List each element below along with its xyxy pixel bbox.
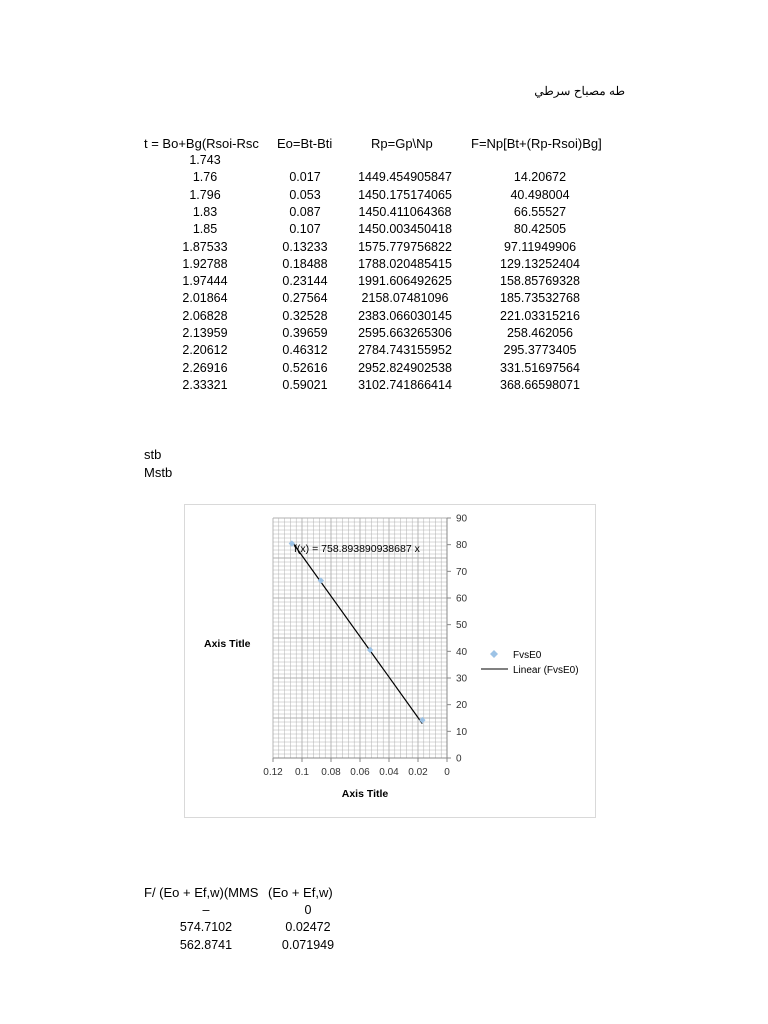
y-tick-label: 10	[456, 726, 468, 738]
cell-eo: 0.39659	[282, 326, 328, 340]
x-tick-label: 0.06	[350, 767, 370, 778]
cell-bt: 1.83	[192, 204, 218, 219]
cell-f: 368.66598071	[500, 377, 580, 392]
legend-marker	[490, 650, 498, 658]
cell-f: 331.51697564	[500, 360, 580, 375]
y-tick-label: 40	[456, 646, 468, 658]
cell-rp: 1450.003450418	[358, 222, 452, 237]
cell-f: 14.20672	[513, 170, 567, 185]
unit-mstb: Mstb	[144, 465, 173, 480]
header-f: F=Np[Bt+(Rp-Rsoi)Bg]	[471, 136, 602, 151]
cell-ratio: 562.8741	[179, 937, 233, 952]
cell-eo: 0.017	[289, 170, 321, 185]
cell-eo: 0.23144	[282, 274, 328, 289]
legend-trend-label: Linear (FvsE0)	[513, 665, 579, 676]
cell-f: 80.42505	[513, 222, 567, 237]
cell-f: 185.73532768	[500, 291, 580, 306]
cell-eo: 0.18488	[282, 256, 328, 271]
header-ratio: F/ (Eo + Ef,w)(MMS	[144, 885, 259, 900]
header-eo: Eo=Bt-Bti	[277, 136, 333, 151]
cell-eo: 0.46312	[282, 343, 328, 358]
header-eo-efw: (Eo + Ef,w)	[268, 885, 333, 900]
cell-rp: 1991.606492625	[358, 274, 452, 289]
x-tick-label: 0	[444, 767, 450, 778]
cell-eo-efw: 0.02472	[285, 920, 331, 935]
cell-rp: 2784.743155952	[358, 343, 452, 358]
chart-frame	[184, 504, 596, 818]
cell-bt: 1.85	[192, 222, 218, 237]
cell-f: 295.3773405	[503, 343, 577, 358]
cell-bt: 2.26916	[182, 360, 228, 375]
cell-rp: 1449.454905847	[358, 170, 452, 185]
legend-series-label: FvsE0	[513, 650, 542, 661]
scatter-chart	[185, 505, 597, 819]
y-tick-label: 20	[456, 700, 468, 712]
x-axis-title: Axis Title	[341, 788, 389, 800]
y-tick-label: 80	[456, 540, 468, 552]
cell-bt: 2.13959	[182, 326, 228, 340]
cell-bt: 1.796	[189, 187, 221, 202]
cell-f: 40.498004	[510, 187, 570, 202]
y-tick-label: 60	[456, 593, 468, 605]
cell-eo-efw: 0	[304, 903, 312, 917]
unit-stb: stb	[144, 447, 162, 462]
cell-eo: 0.32528	[282, 308, 328, 323]
cell-bt: 2.33321	[182, 377, 228, 392]
cell-eo: 0.13233	[282, 239, 328, 254]
cell-rp: 2595.663265306	[358, 326, 452, 340]
cell-bt: 1.87533	[182, 239, 228, 254]
cell-bt: 1.92788	[182, 256, 228, 271]
cell-bt: 2.06828	[182, 308, 228, 323]
trend-equation: f(x) = 758.893890938687 x	[294, 543, 420, 556]
x-tick-label: 0.12	[263, 767, 283, 778]
cell-f: 129.13252404	[500, 256, 580, 271]
cell-rp: 1450.411064368	[358, 204, 452, 219]
x-tick-label: 0.04	[379, 767, 399, 778]
cell-rp: 2158.07481096	[361, 291, 449, 306]
y-tick-label: 50	[456, 620, 468, 632]
cell-bt: 2.20612	[182, 343, 228, 358]
cell-f: 221.03315216	[500, 308, 580, 323]
cell-eo-efw: 0.071949	[281, 937, 335, 952]
y-tick-label: 90	[456, 513, 468, 525]
cell-bt: 1.97444	[182, 274, 228, 289]
cell-rp: 1788.020485415	[358, 256, 452, 271]
cell-f: 158.85769328	[500, 274, 580, 289]
cell-bt: 1.76	[192, 170, 218, 185]
x-tick-label: 0.1	[295, 767, 309, 778]
cell-eo: 0.52616	[282, 360, 328, 375]
cell-bt: 1.743	[189, 153, 221, 167]
cell-f: 97.11949906	[503, 239, 577, 254]
cell-f: 66.55527	[513, 204, 567, 219]
cell-ratio: 574.7102	[179, 920, 233, 935]
cell-rp: 2383.066030145	[358, 308, 452, 323]
cell-eo: 0.107	[289, 222, 321, 237]
cell-f: 258.462056	[506, 326, 574, 340]
cell-eo: 0.087	[289, 204, 321, 219]
cell-ratio: –	[202, 903, 210, 917]
y-axis-title: Axis Title	[204, 638, 251, 650]
cell-bt: 2.01864	[182, 291, 228, 306]
y-tick-label: 30	[456, 673, 468, 685]
cell-rp: 3102.741866414	[358, 377, 452, 392]
header-rp: Rp=Gp\Np	[371, 136, 433, 151]
cell-eo: 0.053	[289, 187, 321, 202]
y-tick-label: 0	[456, 753, 462, 765]
cell-rp: 2952.824902538	[358, 360, 452, 375]
cell-eo: 0.59021	[282, 377, 328, 392]
cell-eo: 0.27564	[282, 291, 328, 306]
cell-rp: 1450.175174065	[358, 187, 452, 202]
x-tick-label: 0.02	[408, 767, 428, 778]
cell-rp: 1575.779756822	[358, 239, 452, 254]
author-name: طه مصباح سرطي	[534, 84, 625, 98]
header-bt: t = Bo+Bg(Rsoi-Rsc	[144, 136, 259, 151]
x-tick-label: 0.08	[321, 767, 341, 778]
y-tick-label: 70	[456, 566, 468, 578]
